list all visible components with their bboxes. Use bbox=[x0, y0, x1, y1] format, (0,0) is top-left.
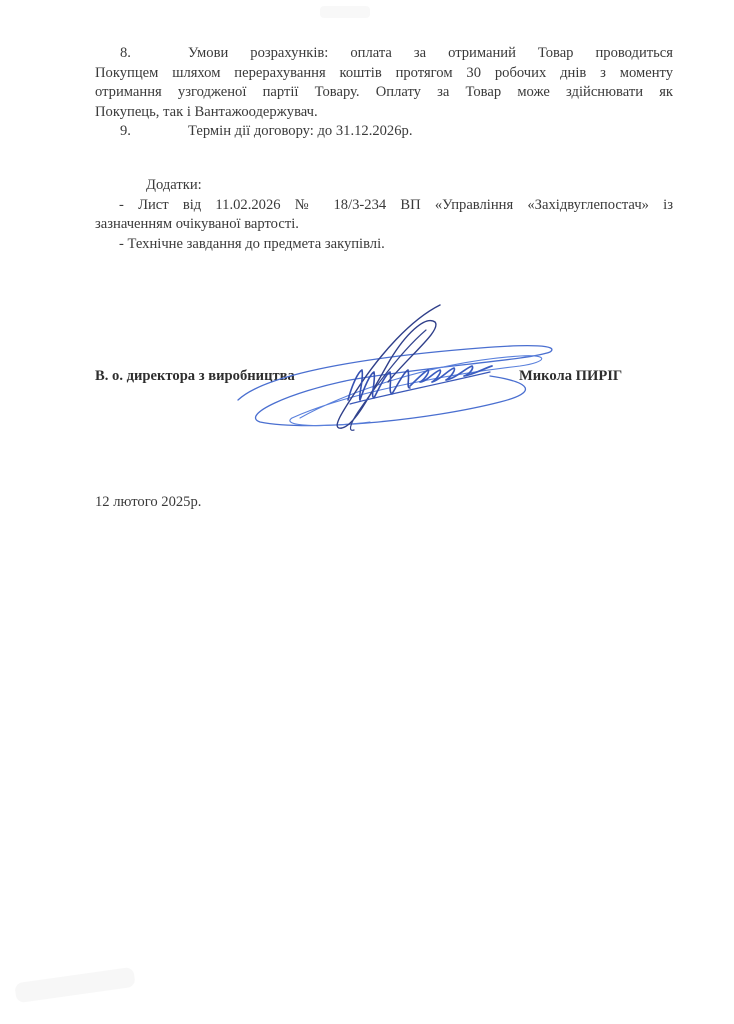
attachment-item-2: - Технічне завдання до предмета закупівлі. bbox=[119, 235, 385, 252]
scan-artifact bbox=[14, 967, 136, 1004]
clause-9-line-1 bbox=[95, 122, 673, 142]
signatory-title: В. о. директора з виробництва bbox=[95, 368, 295, 384]
clause-8-line-3: отримання узгодженої партії Товару. Оплату за Товар може здійснювати як bbox=[95, 84, 673, 100]
clause-8-line-2: Покупцем шляхом перерахування коштів протягом 30 робочих днів з моменту bbox=[95, 64, 673, 81]
attachments-heading: Додатки: bbox=[146, 177, 202, 193]
attachment-item-1-line-1: - Лист від 11.02.2026 № 18/3-234 ВП «Управління «Західвуглепостач» із bbox=[119, 196, 673, 213]
clause-text: Термін дії договору: до 31.12.2026р. bbox=[188, 123, 413, 139]
clause-8-line-4: Покупець, так і Вантажоодержувач. bbox=[95, 103, 318, 120]
clause-8 bbox=[95, 44, 673, 122]
clause-text: Умови розрахунків: оплата за отриманий Товар проводиться bbox=[188, 45, 673, 61]
clause-8-line-1 bbox=[95, 44, 673, 64]
document-date: 12 лютого 2025р. bbox=[95, 494, 202, 510]
attachment-item-1-line-2: зазначенням очікуваної вартості. bbox=[95, 216, 299, 232]
clause-number: 9. bbox=[120, 123, 131, 139]
signatory-name: Микола ПИРІГ bbox=[519, 368, 623, 384]
clause-9 bbox=[95, 122, 673, 142]
scan-artifact bbox=[320, 6, 370, 18]
handwritten-signature-icon bbox=[230, 300, 570, 440]
clause-number: 8. bbox=[120, 45, 131, 61]
attachments-section bbox=[95, 176, 673, 254]
